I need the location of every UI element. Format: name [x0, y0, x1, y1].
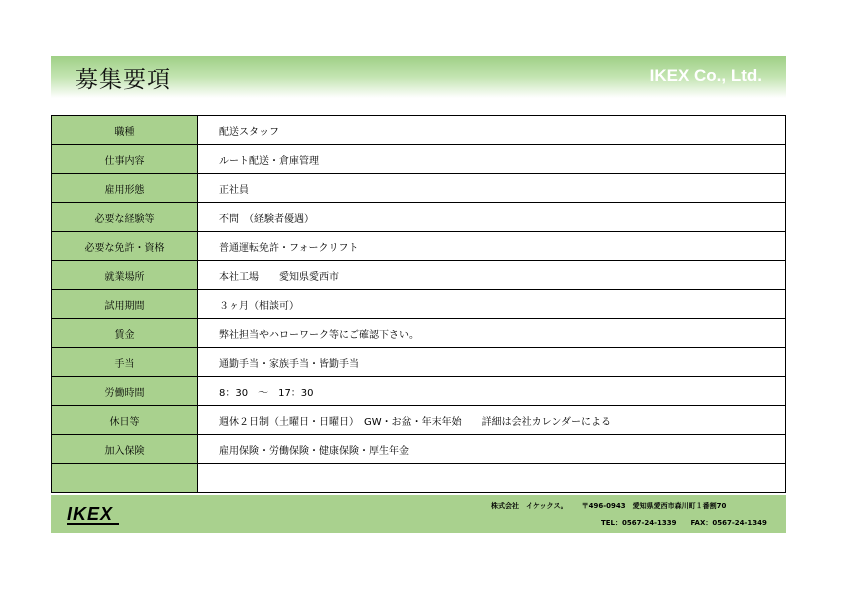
row-value: 本社工場 愛知県愛西市	[198, 261, 786, 290]
footer-tel: TEL：0567-24-1339	[601, 519, 677, 527]
row-label: 仕事内容	[52, 145, 198, 174]
company-name-header: IKEX Co., Ltd.	[649, 66, 762, 85]
page-header	[51, 56, 786, 98]
company-logo	[67, 504, 119, 525]
page-title: 募集要項	[75, 67, 171, 93]
table-row	[52, 116, 786, 145]
job-info-table	[51, 115, 786, 493]
table-row	[52, 348, 786, 377]
table-row	[52, 464, 786, 493]
row-value: 不問 （経験者優遇）	[198, 203, 786, 232]
table-row	[52, 174, 786, 203]
table-row	[52, 203, 786, 232]
footer-fax: FAX：0567-24-1349	[690, 519, 767, 527]
row-value: 週休２日制（土曜日・日曜日） GW・お盆・年末年始 詳細は会社カレンダーによる	[198, 406, 786, 435]
footer-contact-line	[601, 518, 767, 528]
row-value: ルート配送・倉庫管理	[198, 145, 786, 174]
footer-address-line	[491, 501, 726, 511]
row-label: 休日等	[52, 406, 198, 435]
row-label: 賃金	[52, 319, 198, 348]
row-label: 職種	[52, 116, 198, 145]
row-value: 8：30 ～ 17：30	[198, 377, 786, 406]
table-row	[52, 377, 786, 406]
row-label: 必要な免許・資格	[52, 232, 198, 261]
row-value: 雇用保険・労働保険・健康保険・厚生年金	[198, 435, 786, 464]
table-row	[52, 435, 786, 464]
row-label: 就業場所	[52, 261, 198, 290]
row-label: 必要な経験等	[52, 203, 198, 232]
table-row	[52, 145, 786, 174]
table-row	[52, 406, 786, 435]
table-row	[52, 232, 786, 261]
row-value: 配送スタッフ	[198, 116, 786, 145]
row-value: 通勤手当・家族手当・皆勤手当	[198, 348, 786, 377]
row-label: 労働時間	[52, 377, 198, 406]
row-value: 普通運転免許・フォークリフト	[198, 232, 786, 261]
row-label: 試用期間	[52, 290, 198, 319]
row-value: 弊社担当やハローワーク等にご確認下さい。	[198, 319, 786, 348]
row-label: 手当	[52, 348, 198, 377]
logo-text: IKEX	[67, 504, 114, 524]
page-footer	[51, 495, 786, 533]
row-value: ３ヶ月（相談可）	[198, 290, 786, 319]
row-label: 雇用形態	[52, 174, 198, 203]
footer-company-name: 株式会社 イケックス。	[491, 502, 568, 510]
row-label	[52, 464, 198, 493]
row-label: 加入保険	[52, 435, 198, 464]
row-value	[198, 464, 786, 493]
table-row	[52, 290, 786, 319]
footer-address: 〒496-0943 愛知県愛西市森川町１番割70	[581, 502, 727, 510]
table-row	[52, 319, 786, 348]
row-value: 正社員	[198, 174, 786, 203]
table-row	[52, 261, 786, 290]
